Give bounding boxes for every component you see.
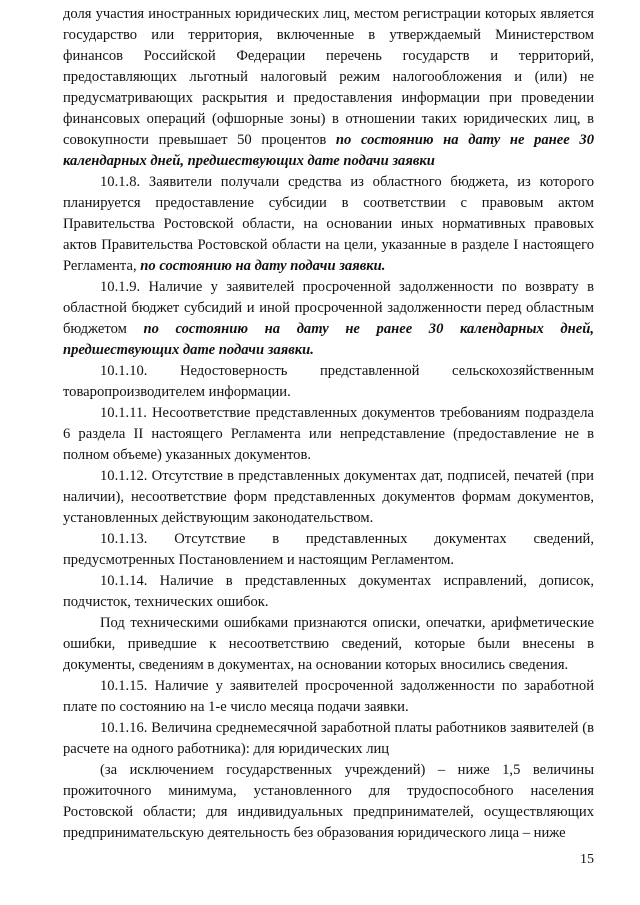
paragraph-continuation (63, 4, 594, 172)
paragraph-text: 10.1.12. Отсутствие в представленных документах дат, подписей, печатей (при наличии), несоответствие форм представленных документов формам документов, установленных действующим законодательством. (63, 468, 594, 526)
paragraph-text: 10.1.13. Отсутствие в представленных документах сведений, предусмотренных Постановлением и настоящим Регламентом. (63, 531, 594, 568)
emphasis-text: по состоянию на дату не ранее 30 календарных дней, предшествующих дате подачи заявки (63, 132, 594, 169)
paragraph-text: 10.1.10. Недостоверность представленной сельскохозяйственным товаропроизводителем информации. (63, 363, 594, 400)
paragraph-10-1-8 (63, 172, 594, 277)
paragraph-text: доля участия иностранных юридических лиц, местом регистрации которых является государство или территория, включенные в утверждаемый Министерством финансов Российской Федерации перечень государств и территорий, предоставляющих льготный налоговый режим налогообложения и (или) не предусматривающих раскрытия и предоставления информации при проведении финансовых операций (офшорные зоны) в отношении таких юридических лиц, в совокупности превышает 50 процентов (63, 6, 594, 148)
paragraph-text: 10.1.9. Наличие у заявителей просроченной задолженности по возврату в областной бюджет субсидий и иной просроченной задолженности перед областным бюджетом (63, 279, 594, 337)
page-number: 15 (580, 852, 594, 867)
paragraph-technical-errors (63, 613, 594, 676)
paragraph-10-1-16-continued (63, 760, 594, 844)
paragraph-10-1-13 (63, 529, 594, 571)
paragraph-10-1-9 (63, 277, 594, 361)
paragraph-10-1-14 (63, 571, 594, 613)
paragraph-text: 10.1.8. Заявители получали средства из областного бюджета, из которого планируется предоставление субсидии в соответствии с правовым актом Правительства Ростовской области, на основании иных нормативных правовых актов Правительства Ростовской области на цели, указанные в разделе I настоящего Регламента, (63, 174, 594, 274)
paragraph-10-1-12 (63, 466, 594, 529)
paragraph-text: (за исключением государственных учреждений) – ниже 1,5 величины прожиточного минимума, установленного для трудоспособного населения Ростовской области; для индивидуальных предпринимателей, осуществляющих предпринимательскую деятельность без образования юридического лица – ниже (63, 762, 594, 841)
paragraph-10-1-16 (63, 718, 594, 760)
paragraph-10-1-10 (63, 361, 594, 403)
paragraph-text: 10.1.16. Величина среднемесячной заработной платы работников заявителей (в расчете на одного работника): для юридических лиц (63, 720, 594, 757)
emphasis-text: по состоянию на дату не ранее 30 календарных дней, предшествующих дате подачи заявки. (63, 321, 594, 358)
paragraph-10-1-11 (63, 403, 594, 466)
document-page (63, 4, 594, 844)
paragraph-text: 10.1.14. Наличие в представленных документах исправлений, дописок, подчисток, технических ошибок. (63, 573, 594, 610)
paragraph-text: 10.1.11. Несоответствие представленных документов требованиям подраздела 6 раздела II настоящего Регламента или непредставление (предоставление не в полном объеме) указанных документов. (63, 405, 594, 463)
paragraph-10-1-15 (63, 676, 594, 718)
emphasis-text: по состоянию на дату подачи заявки. (140, 258, 386, 274)
paragraph-text: 10.1.15. Наличие у заявителей просроченной задолженности по заработной плате по состоянию на 1-е число месяца подачи заявки. (63, 678, 594, 715)
paragraph-text: Под техническими ошибками признаются описки, опечатки, арифметические ошибки, приведшие к несоответствию сведений, которые были внесены в документы, сведениям в документах, на основании которых вносились сведения. (63, 615, 594, 673)
